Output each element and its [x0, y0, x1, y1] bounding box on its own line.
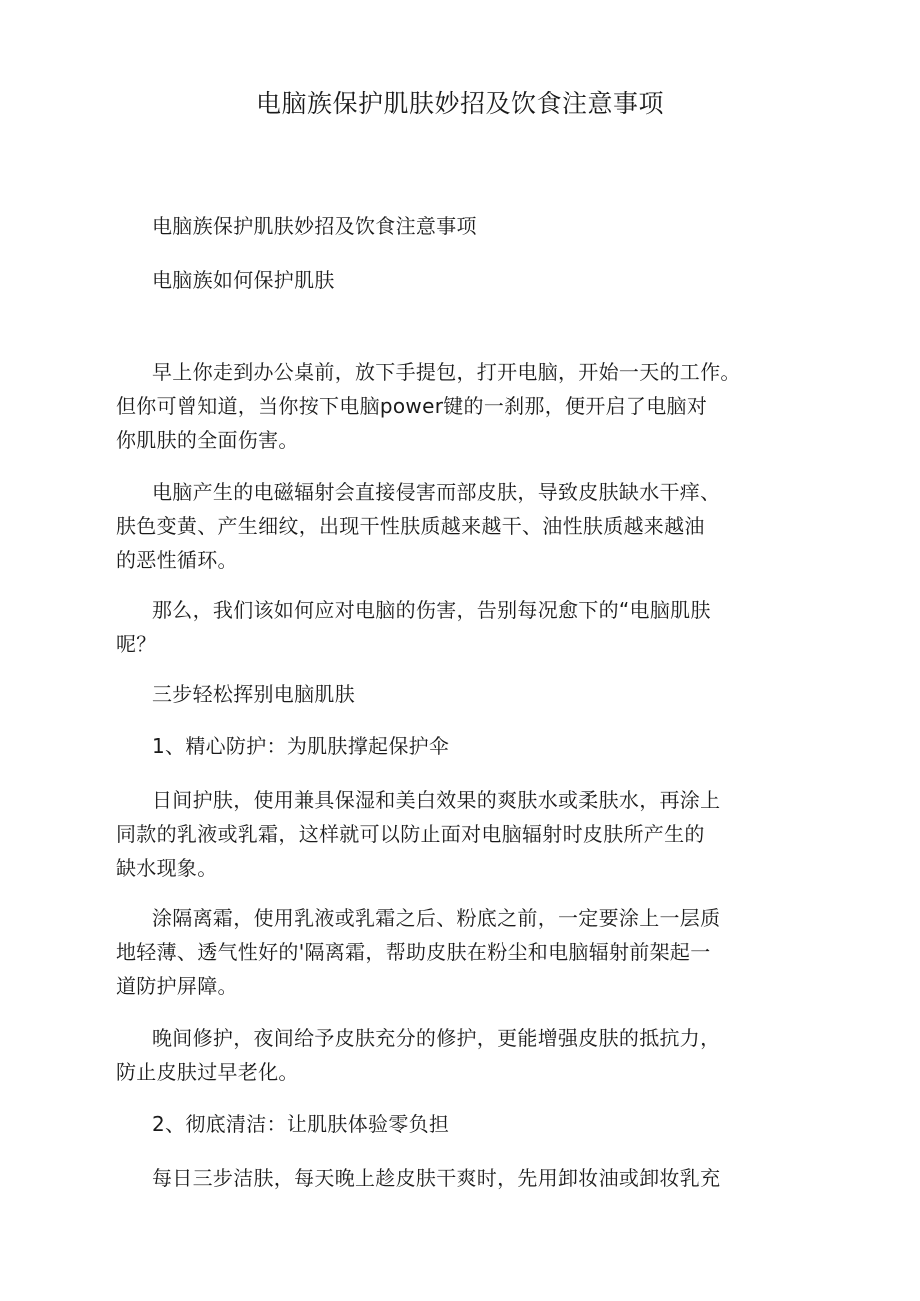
paragraph-2-line-3: 的恶性循环。	[116, 548, 238, 572]
paragraph-3-line-2: 呢？	[116, 632, 157, 656]
paragraph-3-line-1: 那么，我们该如何应对电脑的伤害，告别每况愈下的“电脑肌肤	[152, 598, 711, 622]
step-1-heading: 1、精心防护：为肌肤撑起保护伞	[152, 734, 450, 758]
paragraph-4-line-1: 日间护肤，使用兼具保湿和美白效果的爽肤水或柔肤水，再涂上	[152, 788, 721, 812]
paragraph-4-line-2: 同款的乳液或乳霜，这样就可以防止面对电脑辐射时皮肤所产生的	[116, 822, 705, 846]
paragraph-6-line-2: 防止皮肤过早老化。	[116, 1060, 299, 1084]
steps-heading: 三步轻松挥别电脑肌肤	[152, 682, 355, 706]
paragraph-1-line-2: 但你可曾知道，当你按下电脑power键的一刹那，便开启了电脑对	[116, 394, 708, 418]
paragraph-5-line-2: 地轻薄、透气性好的'隔离霜，帮助皮肤在粉尘和电脑辐射前架起一	[116, 940, 711, 964]
paragraph-4-line-3: 缺水现象。	[116, 856, 218, 880]
paragraph-6-line-1: 晚间修护，夜间给予皮肤充分的修护，更能增强皮肤的抵抗力，	[152, 1026, 721, 1050]
paragraph-7-line-1: 每日三步洁肤，每天晚上趁皮肤干爽时，先用卸妆油或卸妆乳充	[152, 1166, 721, 1190]
step-2-heading: 2、彻底清洁：让肌肤体验零负担	[152, 1112, 450, 1136]
paragraph-2-line-1: 电脑产生的电磁辐射会直接侵害而部皮肤，导致皮肤缺水干痒、	[152, 480, 721, 504]
document-title: 电脑族保护肌肤妙招及饮食注意事项	[255, 89, 664, 118]
paragraph-1-line-1: 早上你走到办公桌前，放下手提包，打开电脑，开始一天的工作。	[152, 360, 741, 384]
subtitle: 电脑族保护肌肤妙招及饮食注意事项	[152, 214, 477, 238]
paragraph-2-line-2: 肤色变黄、产生细纹，出现干性肤质越来越干、油性肤质越来越油	[116, 514, 705, 538]
paragraph-1-line-3: 你肌肤的全面伤害。	[116, 428, 299, 452]
paragraph-5-line-1: 涂隔离霜，使用乳液或乳霜之后、粉底之前，一定要涂上一层质	[152, 906, 721, 930]
section-heading: 电脑族如何保护肌肤	[152, 268, 335, 292]
paragraph-5-line-3: 道防护屏障。	[116, 974, 238, 998]
